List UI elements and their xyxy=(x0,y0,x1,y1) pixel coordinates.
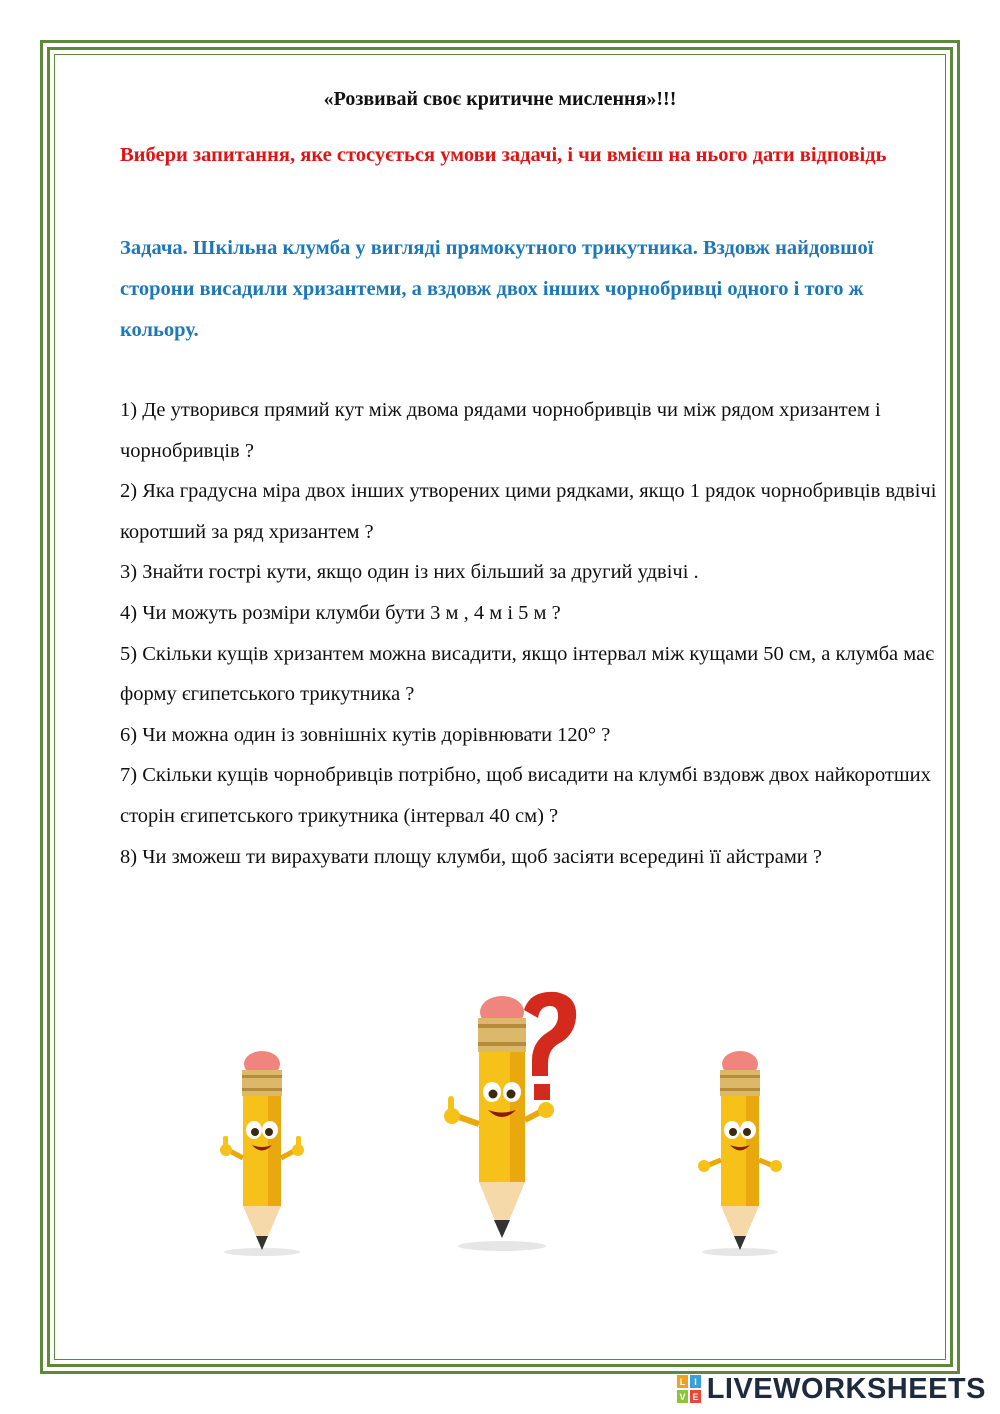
svg-text:V: V xyxy=(679,1392,686,1402)
task-text: Задача. Шкільна клумба у вигляді прямокутного трикутника. Вздовж найдовшої сторони висадили хризантеми, а вздовж двох інших чорнобривці одного і того ж кольору. xyxy=(120,237,874,341)
question-item: 5) Скільки кущів хризантем можна висадити, якщо інтервал між кущами 50 см, а клумба має форму єгипетського трикутника ? xyxy=(120,642,935,706)
question-item: 6) Чи можна один із зовнішніх кутів дорівнювати 120° ? xyxy=(120,723,611,746)
worksheet-title: «Розвивай своє критичне мислення»!!! xyxy=(323,88,677,110)
question-mark-icon xyxy=(524,992,576,1076)
pencil-mascot-center xyxy=(432,988,582,1253)
question-list xyxy=(120,390,950,877)
svg-text:I: I xyxy=(693,1377,697,1387)
question-item: 4) Чи можуть розміри клумби бути 3 м , 4 м і 5 м ? xyxy=(120,601,561,624)
liveworksheets-logo-icon xyxy=(677,1375,701,1403)
svg-text:E: E xyxy=(692,1392,699,1402)
liveworksheets-brand: LIVEWORKSHEETS xyxy=(706,1372,986,1405)
liveworksheets-footer xyxy=(677,1372,986,1406)
question-item: 8) Чи зможеш ти вирахувати площу клумби, щоб засіяти всередині її айстрами ? xyxy=(120,845,823,868)
question-item: 3) Знайти гострі кути, якщо один із них більший за другий удвічі . xyxy=(120,561,699,584)
question-item: 2) Яка градусна міра двох інших утворених цими рядками, якщо 1 рядок чорнобривців вдвічі коротший за ряд хризантем ? xyxy=(120,480,937,543)
svg-text:L: L xyxy=(679,1377,685,1387)
pencil-mascot-left xyxy=(212,1048,312,1258)
question-item: 7) Скільки кущів чорнобривців потрібно, щоб висадити на клумбі вздовж двох найкоротших сторін єгипетського трикутника (інтервал 40 см) ? xyxy=(120,764,931,827)
question-item: 1) Де утворився прямий кут між двома рядами чорнобривців чи між рядом хризантем і чорнобривців ? xyxy=(120,399,881,462)
instruction-text: Вибери запитання, яке стосується умови задачі, і чи вмієш на нього дати відповідь xyxy=(120,144,887,166)
pencil-mascot-right xyxy=(690,1048,790,1258)
